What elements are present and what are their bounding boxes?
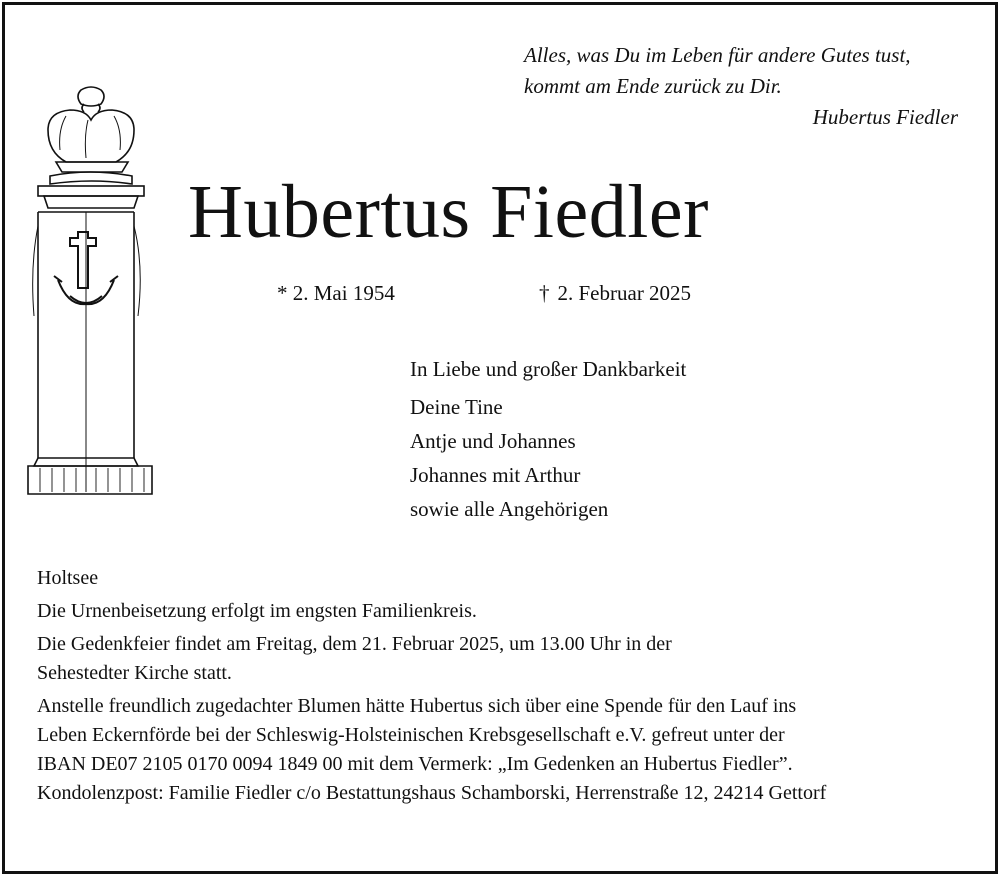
- mourner-name: Johannes mit Arthur: [410, 463, 581, 487]
- mourners-intro: In Liebe und großer Dankbarkeit: [410, 357, 687, 381]
- memorial-line-2: Sehestedter Kirche statt.: [37, 662, 232, 684]
- mourner-name: Antje und Johannes: [410, 429, 576, 453]
- death-date: 2. Februar 2025: [557, 281, 692, 305]
- dagger-icon: †: [539, 281, 550, 305]
- memorial-line-1: Die Gedenkfeier findet am Freitag, dem 21. Februar 2025, um 13.00 Uhr in der: [37, 633, 672, 655]
- memorial-quote: [524, 40, 964, 102]
- quote-line-1: Alles, was Du im Leben für andere Gutes tust,: [524, 43, 911, 67]
- donation-line-2: Leben Eckernförde bei der Schleswig-Holsteinischen Krebsgesellschaft e.V. gefreut unter der: [37, 724, 785, 746]
- burial-notice: Die Urnenbeisetzung erfolgt im engsten Familienkreis.: [37, 600, 477, 622]
- donation-line-3: IBAN DE07 2105 0170 0094 1849 00 mit dem Vermerk: „Im Gedenken an Hubertus Fiedler”.: [37, 753, 793, 775]
- place-name: Holtsee: [37, 567, 99, 589]
- birth-date: * 2. Mai 1954: [277, 281, 395, 305]
- obituary-details: [37, 564, 967, 812]
- memorial-notice: [37, 630, 967, 688]
- mourner-name: sowie alle Angehörigen: [410, 497, 609, 521]
- deceased-name: Hubertus Fiedler: [188, 170, 709, 254]
- monument-illustration: [26, 86, 156, 498]
- condolence-address: Kondolenzpost: Familie Fiedler c/o Bestattungshaus Schamborski, Herrenstraße 12, 24214 Gettorf: [37, 782, 827, 804]
- mourners-block: [410, 352, 686, 526]
- mourner-name: Deine Tine: [410, 395, 503, 419]
- death-date-group: [539, 278, 691, 308]
- quote-line-2: kommt am Ende zurück zu Dir.: [524, 74, 782, 98]
- quote-author: Hubertus Fiedler: [812, 105, 958, 129]
- donation-notice: [37, 692, 967, 808]
- donation-line-1: Anstelle freundlich zugedachter Blumen hätte Hubertus sich über eine Spende für den Lauf ins: [37, 695, 797, 717]
